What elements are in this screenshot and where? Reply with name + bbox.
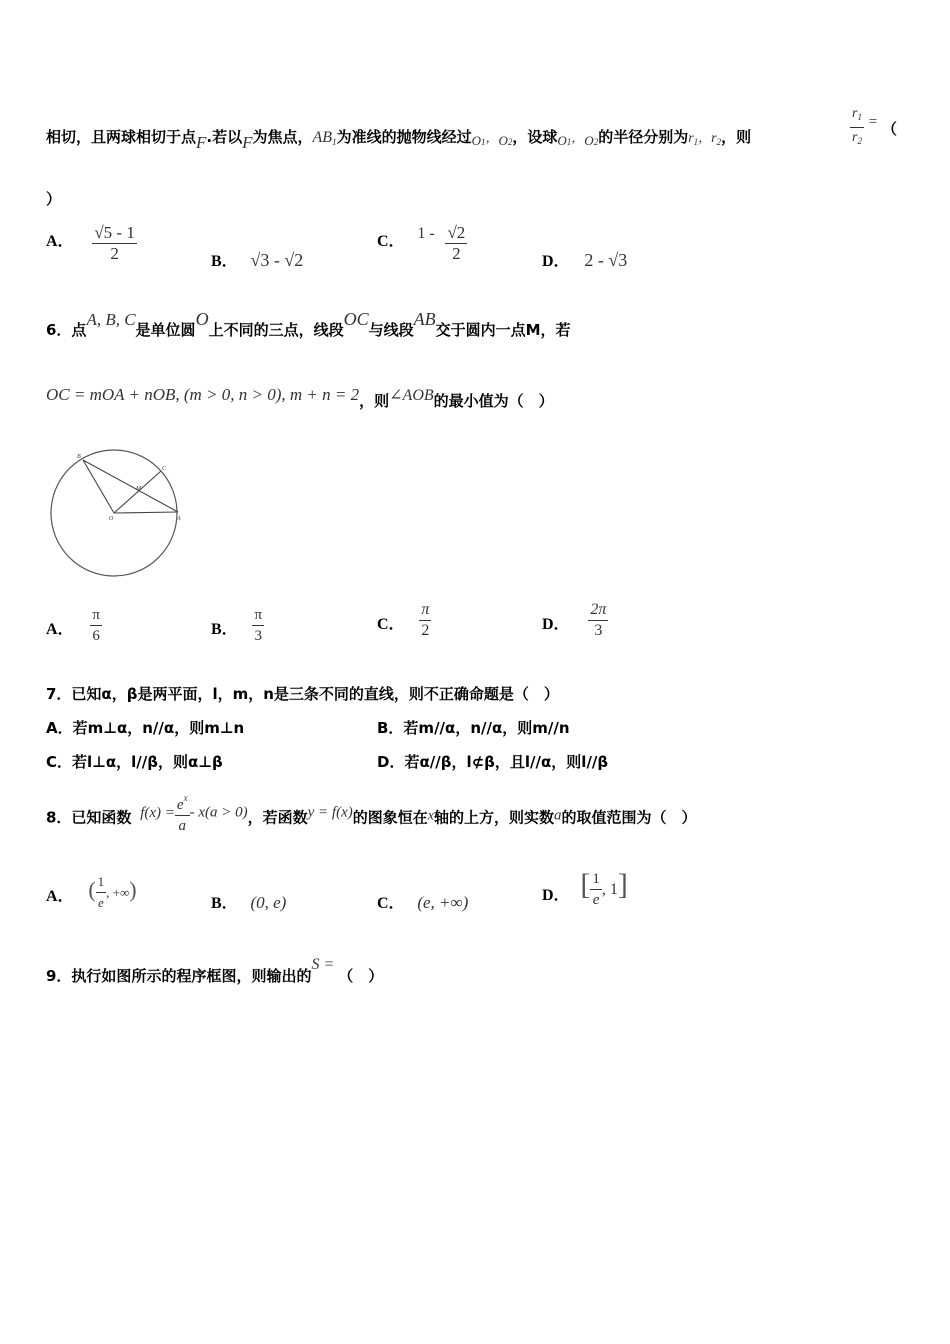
q8-func-frac	[175, 788, 190, 836]
q8-option-d-den: e	[592, 892, 600, 908]
q6-option-a-label: A．	[46, 621, 74, 638]
q6-text-d: 交于圆内一点M，若	[435, 321, 571, 339]
q6-var-ab: AB	[413, 309, 436, 329]
q5-option-c-num: √2	[447, 223, 466, 242]
q8-option-b[interactable]	[211, 890, 286, 913]
q8-option-a-frac	[96, 872, 107, 913]
q5-option-c-frac	[445, 223, 467, 264]
q5-option-c-den: 2	[452, 244, 461, 263]
q5-option-d-label: D．	[542, 253, 570, 270]
q5-paren-open: （	[881, 120, 897, 138]
q6-text-b: 上不同的三点，线段	[208, 321, 344, 339]
q5-var-o2: O	[498, 133, 508, 148]
q8-option-c-label: C．	[377, 895, 405, 912]
q5-paren-close: ）	[46, 190, 62, 208]
q7-option-d[interactable]: D．若α//β，l⊄β，且l//α，则l//β	[377, 753, 609, 771]
q6-option-c-frac	[419, 600, 431, 641]
q8-option-d-lbracket: [	[580, 868, 591, 901]
q6-option-b-frac	[252, 605, 264, 646]
q5-var-r1: r	[688, 131, 694, 146]
q8-option-d-rest: , 1	[601, 881, 618, 898]
q8-option-c-text: (e, +∞)	[417, 893, 469, 912]
q5-var-r2: r	[711, 131, 717, 146]
q5-sub-r2: 2	[716, 137, 722, 147]
q8-option-d-rbracket: ]	[617, 868, 628, 901]
q6-option-b[interactable]	[211, 605, 264, 646]
q5-option-d-text: 2 - √3	[584, 250, 628, 270]
q6-option-a-num: π	[90, 605, 102, 626]
q5-text-c: 为焦点，	[252, 128, 313, 146]
q5-option-d[interactable]	[542, 248, 627, 271]
q8-func-rhs: - x(a > 0)	[189, 804, 248, 821]
q8-func-num: e	[176, 797, 184, 813]
q5-var-f2: F	[242, 133, 253, 152]
q6-text-a: 是单位圆	[135, 321, 196, 339]
q5-option-c[interactable]	[377, 223, 467, 264]
q6-text-f: 的最小值为（ ）	[433, 392, 554, 410]
q8-option-a[interactable]	[46, 872, 137, 913]
q5-option-a-label: A．	[46, 233, 74, 250]
q6-option-a-frac	[90, 605, 102, 646]
label-o: O	[109, 516, 114, 522]
q5-text-d: 为准线的抛物线经过	[336, 128, 472, 146]
q6-option-c-num: π	[419, 600, 431, 621]
q5-ratio	[850, 104, 897, 151]
q5-comma-3: ，	[698, 130, 712, 145]
q9-stem-b: （ ）	[338, 967, 384, 985]
q5-text-f: 的半径分别为	[598, 128, 689, 146]
q7-option-b[interactable]: B．若m//α，n//α，则m//n	[377, 719, 570, 737]
q8-text-b: 的图象恒在	[352, 808, 428, 827]
q8-option-a-num: 1	[96, 872, 107, 893]
q6-equation: OC = mOA + nOB, (m > 0, n > 0), m + n = 2	[46, 385, 360, 404]
q5-var-f: F	[196, 133, 207, 152]
q6-option-a-den: 6	[92, 628, 100, 644]
q8-option-a-rest: , +∞	[106, 885, 130, 900]
q8-text-d: 的取值范围为（ ）	[561, 808, 697, 827]
q6-option-b-num: π	[252, 605, 264, 626]
q5-ratio-num-sub: 1	[857, 112, 862, 122]
q5-sub-o1b: 1	[566, 137, 572, 147]
q5-text-b: .若以	[206, 128, 243, 146]
q6-figure	[46, 440, 216, 582]
label-b: B	[77, 454, 81, 460]
q8-option-d-frac	[590, 869, 602, 910]
q6-option-d-frac	[588, 600, 608, 641]
q5-stem-line1	[46, 126, 751, 153]
q5-option-b-text: √3 - √2	[250, 250, 304, 270]
q6-option-d-den: 3	[594, 622, 603, 639]
q5-var-o2b: O	[584, 133, 594, 148]
q8-option-b-text: (0, e)	[250, 893, 287, 912]
q8-stem	[46, 788, 697, 836]
q6-option-c-den: 2	[421, 622, 430, 639]
q5-text-g: ，则	[721, 128, 752, 146]
q5-sub-r1: 1	[693, 137, 699, 147]
q5-eq: =	[868, 114, 878, 130]
q5-option-a-num: √5 - 1	[94, 223, 135, 242]
q6-number: 6．点	[46, 321, 87, 339]
q5-text-a: 相切，且两球相切于点	[46, 128, 197, 146]
q5-ratio-frac	[850, 104, 864, 151]
q8-func-den: a	[178, 818, 186, 834]
q8-func-sup: x	[183, 793, 188, 803]
q5-option-c-prefix: 1 -	[417, 225, 435, 242]
q6-text-c: 与线段	[368, 321, 414, 339]
q8-text-c: 轴的上方，则实数	[433, 808, 554, 827]
q5-var-o1b: O	[557, 133, 567, 148]
q5-option-b-label: B．	[211, 253, 238, 270]
q6-angle: ∠AOB	[389, 387, 434, 404]
q5-text-e: ，设球	[512, 128, 558, 146]
q5-comma-2: ，	[571, 130, 585, 145]
q7-option-c[interactable]: C．若l⊥α，l//β，则α⊥β	[46, 753, 223, 771]
q5-option-a[interactable]	[46, 223, 137, 264]
q5-option-a-frac	[92, 223, 137, 264]
label-m: M	[136, 486, 141, 492]
q5-ratio-den-sub: 2	[857, 136, 862, 146]
q6-option-c[interactable]	[377, 600, 431, 641]
q8-option-d[interactable]	[542, 868, 628, 910]
q8-option-c[interactable]	[377, 890, 468, 913]
q6-figure-bg	[46, 440, 216, 582]
q9-stem-a: 9．执行如图所示的程序框图，则输出的	[46, 967, 312, 985]
q6-option-d-num: 2π	[588, 600, 608, 621]
q8-option-a-den: e	[98, 895, 104, 910]
q6-option-c-label: C．	[377, 616, 405, 633]
q7-stem: 7．已知α，β是两平面，l，m，n是三条不同的直线，则不正确命题是（ ）	[46, 685, 559, 703]
q6-points: A, B, C	[86, 310, 136, 329]
q6-option-a[interactable]	[46, 605, 102, 646]
q8-option-b-label: B．	[211, 895, 238, 912]
q8-func-y: y = f(x)	[307, 804, 353, 821]
q7-option-a[interactable]: A．若m⊥α，n//α，则m⊥n	[46, 719, 245, 737]
q8-option-a-label: A．	[46, 888, 74, 905]
q5-comma-1: ，	[485, 130, 499, 145]
q9-var-s: S =	[311, 956, 335, 973]
q8-var-x: x	[427, 808, 434, 824]
q6-var-o: O	[195, 309, 209, 329]
q5-sub-1: 1	[332, 137, 337, 147]
q8-func-lhs: f(x) =	[140, 804, 175, 821]
label-c: C	[162, 466, 167, 472]
q5-sub-o2b: 2	[593, 137, 599, 147]
q5-option-b[interactable]	[211, 248, 303, 271]
q6-option-d-label: D．	[542, 616, 570, 633]
q5-ratio-den: r	[852, 130, 858, 145]
q5-var-ab: AB	[312, 129, 333, 146]
q8-var-a: a	[553, 807, 562, 824]
q5-sub-o2: 2	[507, 137, 513, 147]
q6-option-b-label: B．	[211, 621, 238, 638]
q6-stem-line1	[46, 309, 571, 340]
q6-text-e: ，则	[359, 392, 390, 410]
q8-option-a-lparen: (	[88, 877, 96, 902]
q8-option-d-label: D．	[542, 887, 570, 904]
q5-var-o1: O	[471, 133, 481, 148]
q5-ratio-num: r	[852, 106, 858, 121]
q5-option-a-den: 2	[110, 244, 119, 263]
q8-number: 8．已知函数	[46, 808, 132, 827]
q8-option-d-num: 1	[590, 869, 602, 890]
q5-sub-o1: 1	[480, 137, 486, 147]
label-a: A	[177, 516, 181, 522]
q8-text-a: ，若函数	[247, 808, 308, 827]
q5-option-c-label: C．	[377, 233, 405, 250]
q6-var-oc: OC	[343, 309, 369, 329]
q9-stem	[46, 955, 383, 986]
q8-option-a-rparen: )	[129, 877, 137, 902]
q6-option-d[interactable]	[542, 600, 608, 641]
q6-stem-line2	[46, 385, 554, 411]
q6-option-b-den: 3	[254, 628, 262, 644]
